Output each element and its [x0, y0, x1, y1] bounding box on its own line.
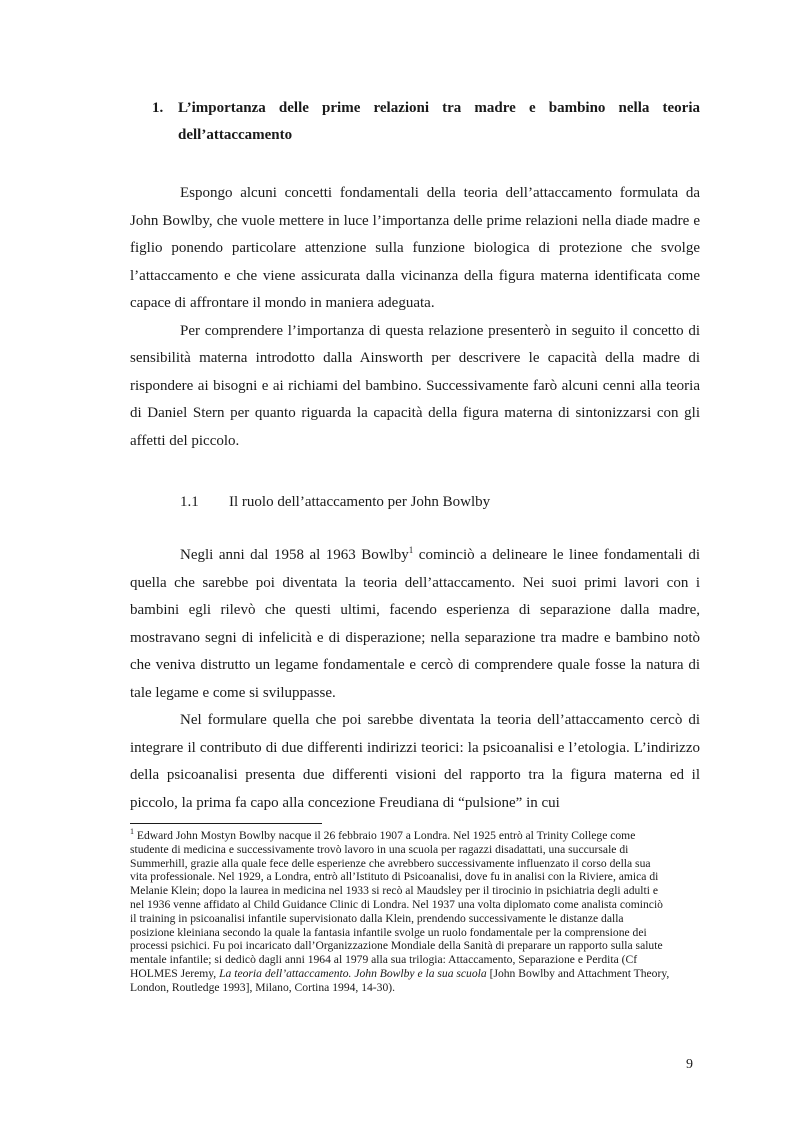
intro-paragraph-1: Espongo alcuni concetti fondamentali della teoria dell’attaccamento formulata da John Bowlby, che vuole mettere in luce l’importanza delle prime relazioni nella diade madre e figlio ponendo particolare attenzione sulla funzione biologica di protezione che svolge l’attaccamento e che viene assicurata dalla vicinanza della figura materna identificata come capace di affrontare il mondo in maniera adeguata.: [130, 185, 700, 311]
footnote-reference[interactable]: 1: [408, 545, 414, 555]
footnote-text-end: [John Bowlby and Attachment Theory, London, Routledge 1993], Milano, Cortina 1994, 14-30).: [130, 966, 670, 994]
intro-paragraph-2: Per comprendere l’importanza di questa relazione presenterò in seguito il concetto di sensibilità materna introdotto dalla Ainsworth per descrivere le capacità della madre di rispondere ai bisogni e ai richiami del bambino. Successivamente farò alcuni cenni alla teoria di Daniel Stern per quanto riguarda la capacità della figura materna di sintonizzarsi con gli affetti del piccolo.: [130, 322, 700, 449]
footnote-marker: 1: [130, 827, 134, 837]
footnote-separator: [130, 823, 322, 824]
chapter-number: 1.: [152, 100, 164, 116]
section-title: Il ruolo dell’attaccamento per John Bowlby: [229, 494, 491, 510]
footnote-text: Edward John Mostyn Bowlby nacque il 26 febbraio 1907 a Londra. Nel 1925 entrò al Trinity College come studente di medicina e successivamente trovò lavoro in una scuola per ragazzi disadattati, una succursale di Summerhill, grazie alla quale fece delle esperienze che avrebbero successivamente influenzato il corso della sua vita professionale. Nel 1929, a Londra, entrò all’Istituto di Psicoanalisi, dove fu in analisi con la Riviere, amica di Melanie Klein; dopo la laurea in medicina nel 1933 si recò al Maudsley per il tirocinio in psichiatria degli adulti e nel 1936 venne affidato al Child Guidance Clinic di Londra. Nel 1937 una volta diplomato come analista cominciò il training in psicoanalisi infantile supervisionato dalla Klein, prendendo successivamente le distanze dalla posizione kleiniana secondo la quale la fantasia infantile svolge un ruolo fondamentale per la comprensione dei processi psichici. Fu poi incaricato dall’Organizzazione Mondiale della Sanità di preparare un rapporto sulla salute mentale infantile; si dedicò dagli anni 1964 al 1979 alla sua trilogia: Attaccamento, Separazione e Perdita (Cf HOLMES Jeremy,: [130, 829, 663, 980]
footnote-book-title: La teoria dell’attaccamento. John Bowlby e la sua scuola: [219, 966, 487, 980]
footnote: [130, 829, 670, 995]
page-number: 9: [686, 1057, 693, 1072]
chapter-heading: [152, 95, 700, 149]
section-body: [130, 542, 700, 817]
section-paragraph-2: Nel formulare quella che poi sarebbe diventata la teoria dell’attaccamento cercò di integrare il contributo di due differenti indirizzi teorici: la psicoanalisi e l’etologia. L’indirizzo della psicoanalisi presenta due differenti visioni del rapporto tra la figura materna ed il piccolo, la prima fa capo alla concezione Freudiana di “pulsione” in cui: [130, 712, 700, 811]
section-number: 1.1: [180, 494, 199, 510]
paragraph-text-start: Negli anni dal 1958 al 1963 Bowlby: [180, 547, 409, 563]
section-paragraph-1: [130, 542, 700, 707]
paragraph-text-rest: cominciò a delineare le linee fondamentali di quella che sarebbe poi diventata la teoria dell’attaccamento. Nei suoi primi lavori con i bambini egli rilevò che questi ultimi, facendo esperienza di separazione dalla madre, mostravano segni di infelicità e di disperazione; nella separazione tra madre e bambino notò che veniva distrutto un legame fondamentale e cercò di comprendere quale fosse la natura di tale legame e come si sviluppasse.: [130, 547, 700, 701]
intro-section: [130, 180, 700, 455]
section-heading: [180, 489, 490, 516]
chapter-title: L’importanza delle prime relazioni tra madre e bambino nella teoria dell’attaccamento: [178, 100, 700, 143]
